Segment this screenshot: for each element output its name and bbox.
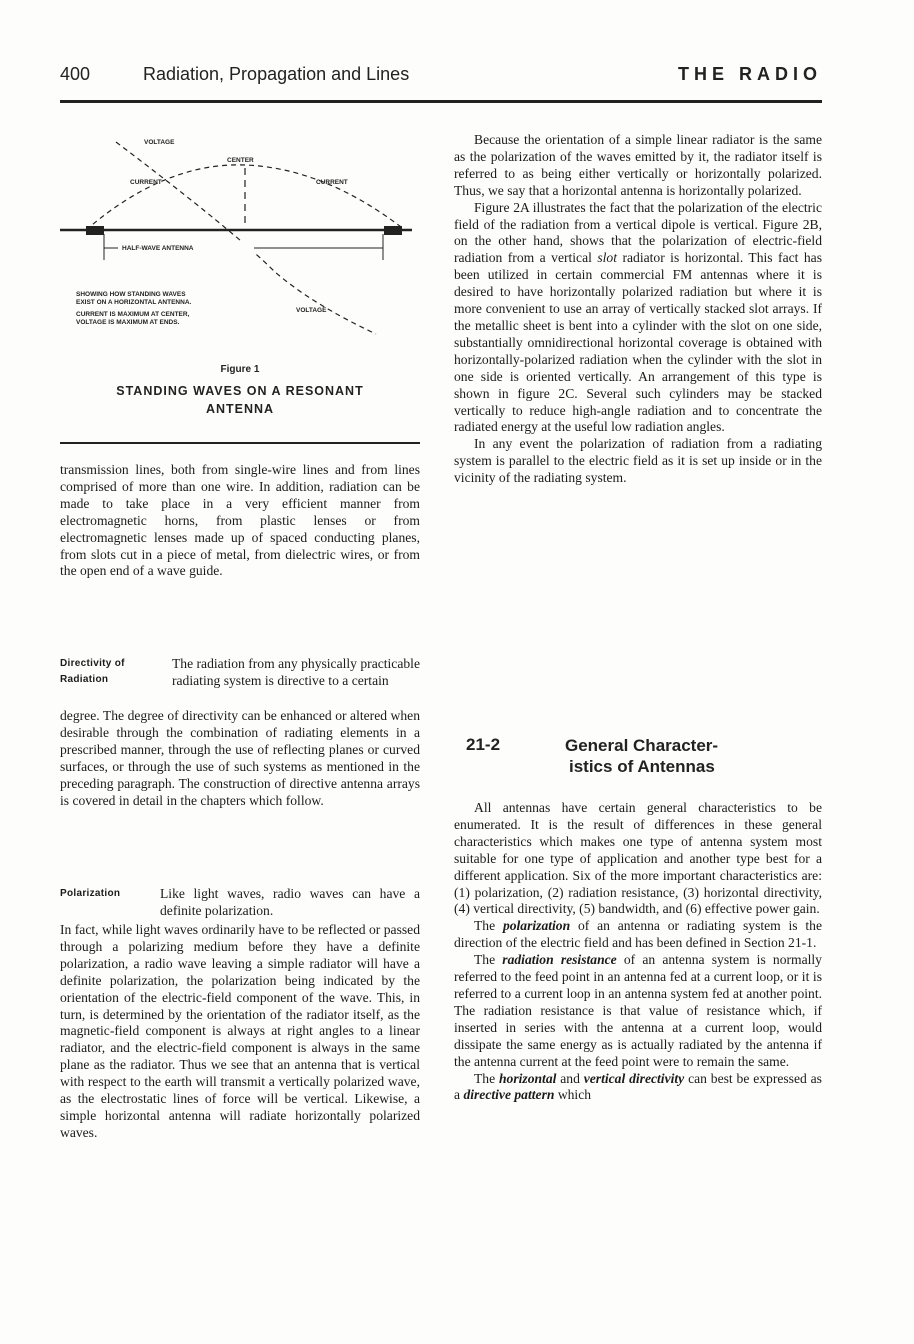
polarization-sidehead: Polarization: [60, 888, 121, 899]
page-number: 400: [60, 64, 91, 84]
left-insulator: [86, 226, 104, 235]
standing-wave-diagram: [60, 122, 420, 347]
right-column-bottom: [454, 800, 822, 1104]
radiation-sources-paragraph: transmission lines, both from single-wire lines and from lines comprised of more than one wire. In addition, radiation can be made to take place in a very efficient manner from electromagnetic horns, from plastic lenses or from electromagnetic lenses made up of spaced conducting planes, from slots cut in a piece of metal, from dielectric wires, or from the open end of a wave guide.: [60, 462, 420, 579]
figure-rule: [60, 442, 420, 444]
note-line-3: CURRENT IS MAXIMUM AT CENTER,: [76, 311, 190, 318]
polarization-body: In fact, while light waves ordinarily have to be reflected or passed through a polarizing medium before they have a definite polarization, a radio wave leaving a simple radiator will have a definite polarization, the polarization being indicated by the orientation of the electric-field component of the wave. This, in turn, is determined by the orientation of the radiator itself, as the magnetic-field component is always at right angles to a linear radiator, and the electric-field component is always in the same plane as the radiator. Thus we see that an antenna that is vertical with respect to the earth will transmit a vertically polarized wave, as the electrostatic lines of force will be vertical. Likewise, a simple horizontal antenna will radiate horizontally polarized waves.: [60, 922, 420, 1140]
polarization-lead: Like light waves, radio waves can have a definite polarization.: [160, 886, 420, 918]
current-label-left: CURRENT: [130, 179, 162, 186]
voltage-label-top: VOLTAGE: [144, 139, 175, 146]
directivity-body: degree. The degree of directivity can be enhanced or altered when desirable through the combination of radiating elements in a prescribed manner, through the use of reflecting planes or curved surfaces, or through the use of such systems as mentioned in the preceding paragraph. The construction of directive antenna arrays is covered in detail in the chapters which follow.: [60, 708, 420, 808]
directivity-sidehead-line-2: Radiation: [60, 674, 109, 685]
book-title: THE RADIO: [678, 64, 822, 84]
directivity-sidehead: [60, 656, 125, 688]
characteristics-paragraph: All antennas have certain general characteristics to be enumerated. It is the result of differences in these general characteristics which makes one type of antenna system most suitable for one type of application and another type best for a different application. Six of the more important characteristics are: (1) polarization, (2) radiation resistance, (3) horizontal directivity, (4) vertical directivity, (5) bandwidth, and (6) effective power gain.: [454, 800, 822, 917]
right-column-top: [454, 132, 822, 487]
voltage-label-bottom: VOLTAGE: [296, 307, 327, 314]
running-title: Radiation, Propagation and Lines: [143, 64, 410, 84]
figure-2-paragraph: Figure 2A illustrates the fact that the polarization of the electric field of the radiation from a vertical dipole is vertical. Figure 2B, on the other hand, shows that the polarization of electric-field radiation from a vertical slot radiator is horizontal. This fact has been utilized in certain commercial FM antennas where it is desired to have horizontally polarized radiation but where it is more convenient to use an array of vertically stacked slot arrays. If the metallic sheet is bent into a cylinder with the slot on one side, substantially omnidirectional horizontal coverage is obtained with horizontally-polarized radiation when the cylinder with the slot in one side is oriented vertically. An arrangement of this type is shown in figure 2C. Several such cylinders may be stacked vertically to reduce high-angle radiation and to concentrate the radiated energy at the useful low radiation angles.: [454, 199, 822, 435]
section-number: 21-2: [466, 735, 501, 754]
directivity-definition-paragraph: The horizontal and vertical directivity can best be expressed as a directive pattern which: [454, 1070, 822, 1103]
polarization-summary-paragraph: In any event the polarization of radiation from a radiating system is parallel to the electric field as it is set up inside or in the vicinity of the radiating system.: [454, 436, 822, 486]
note-line-4: VOLTAGE IS MAXIMUM AT ENDS.: [76, 319, 180, 326]
left-column-top: [60, 462, 420, 580]
half-wave-label: HALF-WAVE ANTENNA: [122, 245, 194, 252]
current-label-right: CURRENT: [316, 179, 348, 186]
figure-caption-line-1: STANDING WAVES ON A RESONANT: [116, 384, 364, 398]
section-title: [565, 735, 718, 777]
center-label: CENTER: [227, 157, 254, 164]
section-title-line-1: General Character-: [565, 736, 719, 755]
figure-caption-line-2: ANTENNA: [205, 402, 275, 416]
section-title-line-2: istics of Antennas: [569, 757, 715, 776]
figure-caption: [60, 382, 420, 418]
figure-label: Figure 1: [220, 364, 260, 375]
right-insulator: [384, 226, 402, 235]
radiation-resistance-paragraph: The radiation resistance of an antenna system is normally referred to the feed point in an antenna fed at a current loop, or it is referred to a current loop in an antenna system fed at another point. The radiation resistance is that value of resistance which, if inserted in series with the antenna at a current loop, would dissipate the same energy as is actually radiated by the antenna if the antenna current at the feed point were to remain the same.: [454, 952, 822, 1069]
directivity-sidehead-line-1: Directivity of: [60, 658, 125, 669]
header-rule: [60, 100, 822, 103]
note-line-1: SHOWING HOW STANDING WAVES: [76, 291, 186, 298]
directivity-lead: The radiation from any physically practicable radiating system is directive to a certain: [172, 656, 420, 688]
note-line-2: EXIST ON A HORIZONTAL ANTENNA.: [76, 299, 192, 306]
orientation-paragraph: Because the orientation of a simple linear radiator is the same as the polarization of the waves emitted by it, the radiator itself is referred to as being either vertically or horizontally polarized. Thus, we say that a horizontal antenna is horizontally polarized.: [454, 132, 822, 198]
polarization-definition-paragraph: The polarization of an antenna or radiating system is the direction of the electric field and has been defined in Section 21-1.: [454, 918, 822, 951]
